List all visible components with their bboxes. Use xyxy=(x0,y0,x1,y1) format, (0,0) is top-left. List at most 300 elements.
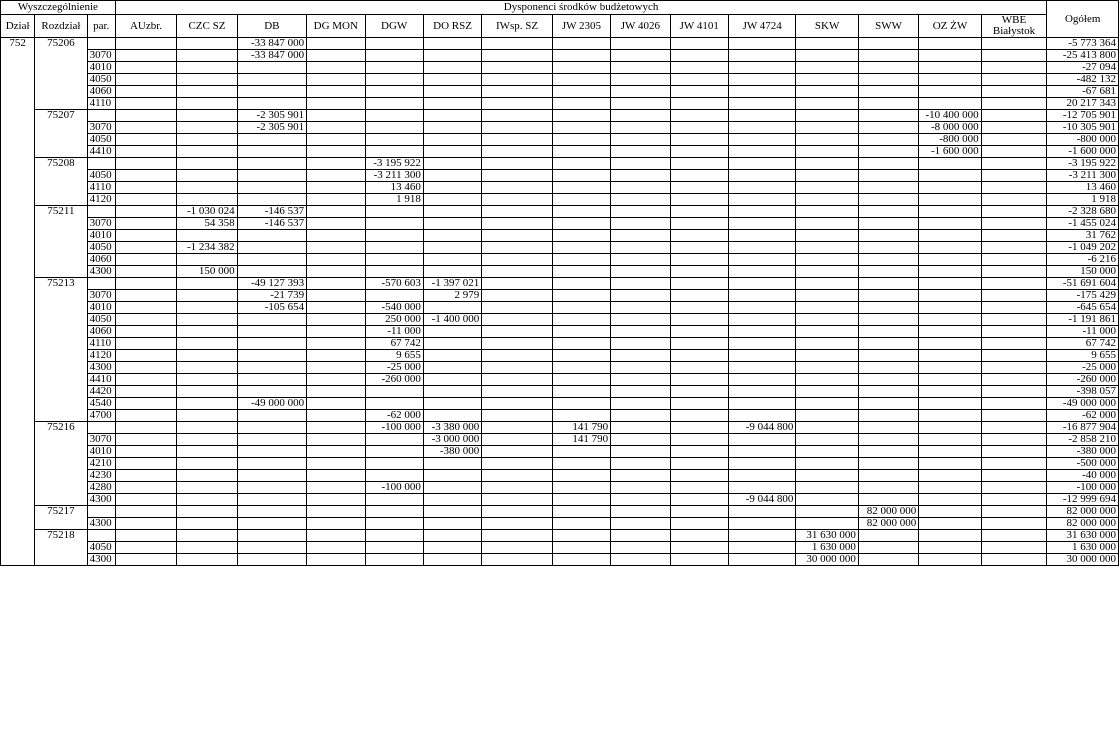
value-cell xyxy=(307,254,365,266)
table-row xyxy=(1,302,1119,314)
value-cell xyxy=(858,182,918,194)
value-cell xyxy=(670,506,728,518)
rozdzial-cell: 75208 xyxy=(35,158,87,206)
table-row xyxy=(1,50,1119,62)
value-cell xyxy=(115,326,176,338)
col-header-rozdzial: Rozdział xyxy=(35,15,87,38)
value-cell xyxy=(981,446,1047,458)
value-cell xyxy=(919,506,981,518)
value-cell xyxy=(796,86,858,98)
value-cell xyxy=(611,338,670,350)
value-cell xyxy=(307,278,365,290)
total-cell: -398 057 xyxy=(1047,386,1119,398)
par-cell xyxy=(87,110,115,122)
value-cell xyxy=(307,38,365,50)
value-cell xyxy=(796,278,858,290)
value-cell: -260 000 xyxy=(365,374,423,386)
total-cell: 31 762 xyxy=(1047,230,1119,242)
value-cell xyxy=(115,350,176,362)
table-row xyxy=(1,74,1119,86)
value-cell xyxy=(670,122,728,134)
total-cell: -260 000 xyxy=(1047,374,1119,386)
value-cell xyxy=(115,518,176,530)
table-row xyxy=(1,362,1119,374)
value-cell xyxy=(919,350,981,362)
value-cell xyxy=(423,194,481,206)
value-cell xyxy=(611,278,670,290)
par-cell: 4410 xyxy=(87,146,115,158)
value-cell xyxy=(670,206,728,218)
value-cell xyxy=(482,374,552,386)
total-cell: -5 773 364 xyxy=(1047,38,1119,50)
value-cell xyxy=(981,122,1047,134)
value-cell xyxy=(919,218,981,230)
value-cell xyxy=(365,218,423,230)
col-header-disposer: JW 4101 xyxy=(670,15,728,38)
value-cell xyxy=(796,290,858,302)
par-cell: 4300 xyxy=(87,554,115,566)
value-cell xyxy=(115,38,176,50)
value-cell xyxy=(670,338,728,350)
value-cell xyxy=(177,134,237,146)
value-cell xyxy=(365,518,423,530)
value-cell xyxy=(423,170,481,182)
value-cell xyxy=(177,278,237,290)
value-cell xyxy=(611,86,670,98)
value-cell xyxy=(796,458,858,470)
value-cell xyxy=(307,62,365,74)
total-cell: -1 455 024 xyxy=(1047,218,1119,230)
value-cell: 141 790 xyxy=(552,434,610,446)
value-cell xyxy=(728,506,795,518)
value-cell xyxy=(611,326,670,338)
value-cell xyxy=(552,482,610,494)
value-cell xyxy=(482,170,552,182)
value-cell xyxy=(728,374,795,386)
value-cell xyxy=(423,374,481,386)
value-cell xyxy=(482,98,552,110)
value-cell xyxy=(115,302,176,314)
value-cell xyxy=(115,434,176,446)
col-header-dzial: Dział xyxy=(1,15,35,38)
value-cell xyxy=(981,278,1047,290)
value-cell xyxy=(796,434,858,446)
value-cell xyxy=(237,350,306,362)
value-cell xyxy=(115,170,176,182)
total-cell: -51 691 604 xyxy=(1047,278,1119,290)
value-cell xyxy=(482,38,552,50)
value-cell xyxy=(919,170,981,182)
value-cell xyxy=(307,398,365,410)
table-row xyxy=(1,110,1119,122)
value-cell xyxy=(365,98,423,110)
value-cell xyxy=(919,326,981,338)
value-cell xyxy=(365,290,423,302)
value-cell xyxy=(981,254,1047,266)
value-cell xyxy=(796,242,858,254)
value-cell xyxy=(611,242,670,254)
value-cell xyxy=(981,362,1047,374)
value-cell xyxy=(307,434,365,446)
par-cell: 4540 xyxy=(87,398,115,410)
value-cell xyxy=(670,230,728,242)
par-cell: 4060 xyxy=(87,86,115,98)
value-cell xyxy=(237,86,306,98)
value-cell xyxy=(307,374,365,386)
value-cell xyxy=(423,338,481,350)
value-cell xyxy=(365,230,423,242)
value-cell xyxy=(728,434,795,446)
value-cell: -49 127 393 xyxy=(237,278,306,290)
value-cell xyxy=(670,470,728,482)
value-cell xyxy=(919,266,981,278)
total-cell: 67 742 xyxy=(1047,338,1119,350)
value-cell xyxy=(482,470,552,482)
value-cell xyxy=(423,206,481,218)
value-cell: -800 000 xyxy=(919,134,981,146)
total-cell: -12 999 694 xyxy=(1047,494,1119,506)
value-cell: -1 600 000 xyxy=(919,146,981,158)
value-cell xyxy=(552,446,610,458)
value-cell: -11 000 xyxy=(365,326,423,338)
value-cell xyxy=(728,122,795,134)
par-cell: 4110 xyxy=(87,98,115,110)
value-cell xyxy=(482,182,552,194)
value-cell xyxy=(177,470,237,482)
value-cell xyxy=(365,206,423,218)
value-cell xyxy=(365,434,423,446)
value-cell xyxy=(307,530,365,542)
col-header-ogolem: Ogółem xyxy=(1047,1,1119,38)
value-cell xyxy=(981,542,1047,554)
value-cell xyxy=(981,338,1047,350)
value-cell xyxy=(670,86,728,98)
value-cell xyxy=(177,374,237,386)
value-cell xyxy=(611,194,670,206)
value-cell xyxy=(728,206,795,218)
value-cell xyxy=(365,530,423,542)
group-header-dysponenci: Dysponenci środków budżetowych xyxy=(115,1,1047,15)
value-cell xyxy=(307,326,365,338)
total-cell: -62 000 xyxy=(1047,410,1119,422)
value-cell xyxy=(611,314,670,326)
value-cell: 82 000 000 xyxy=(858,506,918,518)
col-header-disposer: DG MON xyxy=(307,15,365,38)
value-cell xyxy=(981,230,1047,242)
value-cell xyxy=(177,110,237,122)
value-cell xyxy=(423,98,481,110)
value-cell xyxy=(611,446,670,458)
value-cell xyxy=(423,74,481,86)
value-cell xyxy=(307,110,365,122)
par-cell: 3070 xyxy=(87,218,115,230)
total-cell: 13 460 xyxy=(1047,182,1119,194)
value-cell xyxy=(423,242,481,254)
value-cell xyxy=(482,542,552,554)
table-row xyxy=(1,146,1119,158)
value-cell xyxy=(552,530,610,542)
value-cell: 141 790 xyxy=(552,422,610,434)
value-cell xyxy=(670,134,728,146)
par-cell: 4210 xyxy=(87,458,115,470)
value-cell: -100 000 xyxy=(365,422,423,434)
value-cell xyxy=(237,506,306,518)
value-cell xyxy=(307,386,365,398)
col-header-disposer: SWW xyxy=(858,15,918,38)
col-header-disposer: DGW xyxy=(365,15,423,38)
value-cell xyxy=(796,326,858,338)
value-cell xyxy=(423,398,481,410)
value-cell xyxy=(177,434,237,446)
value-cell xyxy=(796,422,858,434)
value-cell xyxy=(611,230,670,242)
value-cell xyxy=(981,530,1047,542)
par-cell: 3070 xyxy=(87,122,115,134)
value-cell xyxy=(552,494,610,506)
value-cell xyxy=(728,86,795,98)
value-cell xyxy=(611,170,670,182)
par-cell: 3070 xyxy=(87,434,115,446)
value-cell xyxy=(670,194,728,206)
value-cell xyxy=(981,206,1047,218)
value-cell xyxy=(858,338,918,350)
value-cell xyxy=(115,362,176,374)
value-cell xyxy=(670,374,728,386)
value-cell xyxy=(115,98,176,110)
value-cell xyxy=(552,266,610,278)
value-cell: 13 460 xyxy=(365,182,423,194)
value-cell xyxy=(611,50,670,62)
value-cell xyxy=(552,218,610,230)
value-cell xyxy=(307,458,365,470)
value-cell xyxy=(552,518,610,530)
value-cell xyxy=(177,146,237,158)
value-cell xyxy=(611,134,670,146)
value-cell xyxy=(177,530,237,542)
value-cell xyxy=(482,554,552,566)
value-cell xyxy=(611,38,670,50)
table-header xyxy=(1,1,1119,38)
value-cell: -25 000 xyxy=(365,362,423,374)
value-cell xyxy=(611,74,670,86)
value-cell xyxy=(177,158,237,170)
value-cell xyxy=(237,482,306,494)
par-cell: 4010 xyxy=(87,230,115,242)
value-cell xyxy=(670,74,728,86)
value-cell xyxy=(728,410,795,422)
total-cell: -10 305 901 xyxy=(1047,122,1119,134)
value-cell xyxy=(115,206,176,218)
value-cell xyxy=(858,458,918,470)
value-cell xyxy=(482,110,552,122)
value-cell xyxy=(611,158,670,170)
value-cell xyxy=(423,518,481,530)
value-cell xyxy=(981,146,1047,158)
value-cell xyxy=(423,482,481,494)
value-cell xyxy=(177,518,237,530)
value-cell: -10 400 000 xyxy=(919,110,981,122)
value-cell xyxy=(307,98,365,110)
value-cell xyxy=(919,398,981,410)
value-cell xyxy=(728,554,795,566)
table-row xyxy=(1,38,1119,50)
value-cell xyxy=(482,482,552,494)
value-cell xyxy=(482,506,552,518)
value-cell xyxy=(728,458,795,470)
table-row xyxy=(1,542,1119,554)
value-cell xyxy=(115,386,176,398)
value-cell xyxy=(552,278,610,290)
value-cell xyxy=(611,530,670,542)
value-cell xyxy=(177,422,237,434)
value-cell xyxy=(482,434,552,446)
value-cell xyxy=(919,182,981,194)
value-cell xyxy=(728,254,795,266)
value-cell xyxy=(981,86,1047,98)
value-cell: -2 305 901 xyxy=(237,122,306,134)
value-cell xyxy=(728,38,795,50)
value-cell xyxy=(482,218,552,230)
value-cell xyxy=(728,386,795,398)
value-cell xyxy=(552,158,610,170)
value-cell xyxy=(670,350,728,362)
col-header-disposer: AUzbr. xyxy=(115,15,176,38)
value-cell xyxy=(981,110,1047,122)
col-header-wbe-bialystok xyxy=(981,15,1047,38)
value-cell: -3 380 000 xyxy=(423,422,481,434)
value-cell xyxy=(365,554,423,566)
value-cell xyxy=(423,50,481,62)
value-cell xyxy=(482,86,552,98)
value-cell xyxy=(482,422,552,434)
value-cell xyxy=(237,458,306,470)
value-cell xyxy=(796,386,858,398)
value-cell xyxy=(365,506,423,518)
value-cell xyxy=(552,386,610,398)
par-cell xyxy=(87,278,115,290)
value-cell: -33 847 000 xyxy=(237,50,306,62)
value-cell xyxy=(482,350,552,362)
table-row xyxy=(1,470,1119,482)
value-cell xyxy=(919,434,981,446)
value-cell xyxy=(611,98,670,110)
value-cell xyxy=(307,446,365,458)
value-cell xyxy=(728,530,795,542)
value-cell xyxy=(237,422,306,434)
total-cell: -6 216 xyxy=(1047,254,1119,266)
table-row xyxy=(1,266,1119,278)
table-body xyxy=(1,38,1119,566)
value-cell xyxy=(611,398,670,410)
value-cell xyxy=(858,278,918,290)
total-cell: -1 049 202 xyxy=(1047,242,1119,254)
value-cell xyxy=(858,314,918,326)
total-cell: 31 630 000 xyxy=(1047,530,1119,542)
value-cell: 82 000 000 xyxy=(858,518,918,530)
value-cell xyxy=(670,446,728,458)
value-cell xyxy=(858,446,918,458)
value-cell xyxy=(728,182,795,194)
value-cell xyxy=(177,338,237,350)
value-cell xyxy=(237,158,306,170)
total-cell: -2 328 680 xyxy=(1047,206,1119,218)
value-cell xyxy=(611,518,670,530)
value-cell xyxy=(423,146,481,158)
value-cell xyxy=(552,542,610,554)
value-cell xyxy=(919,458,981,470)
value-cell xyxy=(237,230,306,242)
value-cell xyxy=(728,314,795,326)
value-cell xyxy=(307,146,365,158)
value-cell xyxy=(365,38,423,50)
value-cell xyxy=(482,122,552,134)
value-cell xyxy=(796,410,858,422)
value-cell: -49 000 000 xyxy=(237,398,306,410)
value-cell xyxy=(552,314,610,326)
value-cell xyxy=(307,482,365,494)
value-cell xyxy=(423,122,481,134)
value-cell xyxy=(115,278,176,290)
value-cell xyxy=(670,50,728,62)
value-cell xyxy=(115,146,176,158)
value-cell xyxy=(728,446,795,458)
value-cell: 31 630 000 xyxy=(796,530,858,542)
value-cell xyxy=(237,362,306,374)
table-row xyxy=(1,434,1119,446)
value-cell xyxy=(423,134,481,146)
value-cell xyxy=(423,554,481,566)
value-cell xyxy=(670,146,728,158)
value-cell xyxy=(858,290,918,302)
value-cell xyxy=(177,98,237,110)
value-cell: -1 397 021 xyxy=(423,278,481,290)
value-cell xyxy=(177,446,237,458)
value-cell xyxy=(237,182,306,194)
value-cell xyxy=(728,170,795,182)
value-cell xyxy=(423,506,481,518)
value-cell xyxy=(177,326,237,338)
rozdzial-cell: 75213 xyxy=(35,278,87,422)
value-cell xyxy=(858,110,918,122)
value-cell xyxy=(796,134,858,146)
par-cell xyxy=(87,206,115,218)
value-cell xyxy=(423,362,481,374)
value-cell: -3 000 000 xyxy=(423,434,481,446)
value-cell xyxy=(611,422,670,434)
value-cell xyxy=(307,494,365,506)
par-cell xyxy=(87,422,115,434)
col-header-disposer: SKW xyxy=(796,15,858,38)
value-cell xyxy=(670,458,728,470)
value-cell xyxy=(858,194,918,206)
value-cell xyxy=(307,242,365,254)
value-cell xyxy=(177,182,237,194)
value-cell xyxy=(796,470,858,482)
value-cell xyxy=(115,122,176,134)
value-cell xyxy=(919,338,981,350)
value-cell xyxy=(796,146,858,158)
table-row xyxy=(1,230,1119,242)
value-cell xyxy=(307,410,365,422)
value-cell xyxy=(858,266,918,278)
value-cell xyxy=(482,134,552,146)
total-cell: -482 132 xyxy=(1047,74,1119,86)
value-cell xyxy=(307,302,365,314)
value-cell: 1 918 xyxy=(365,194,423,206)
group-header-wyszczegolnienie: Wyszczególnienie xyxy=(1,1,116,15)
total-cell: -500 000 xyxy=(1047,458,1119,470)
value-cell xyxy=(796,230,858,242)
